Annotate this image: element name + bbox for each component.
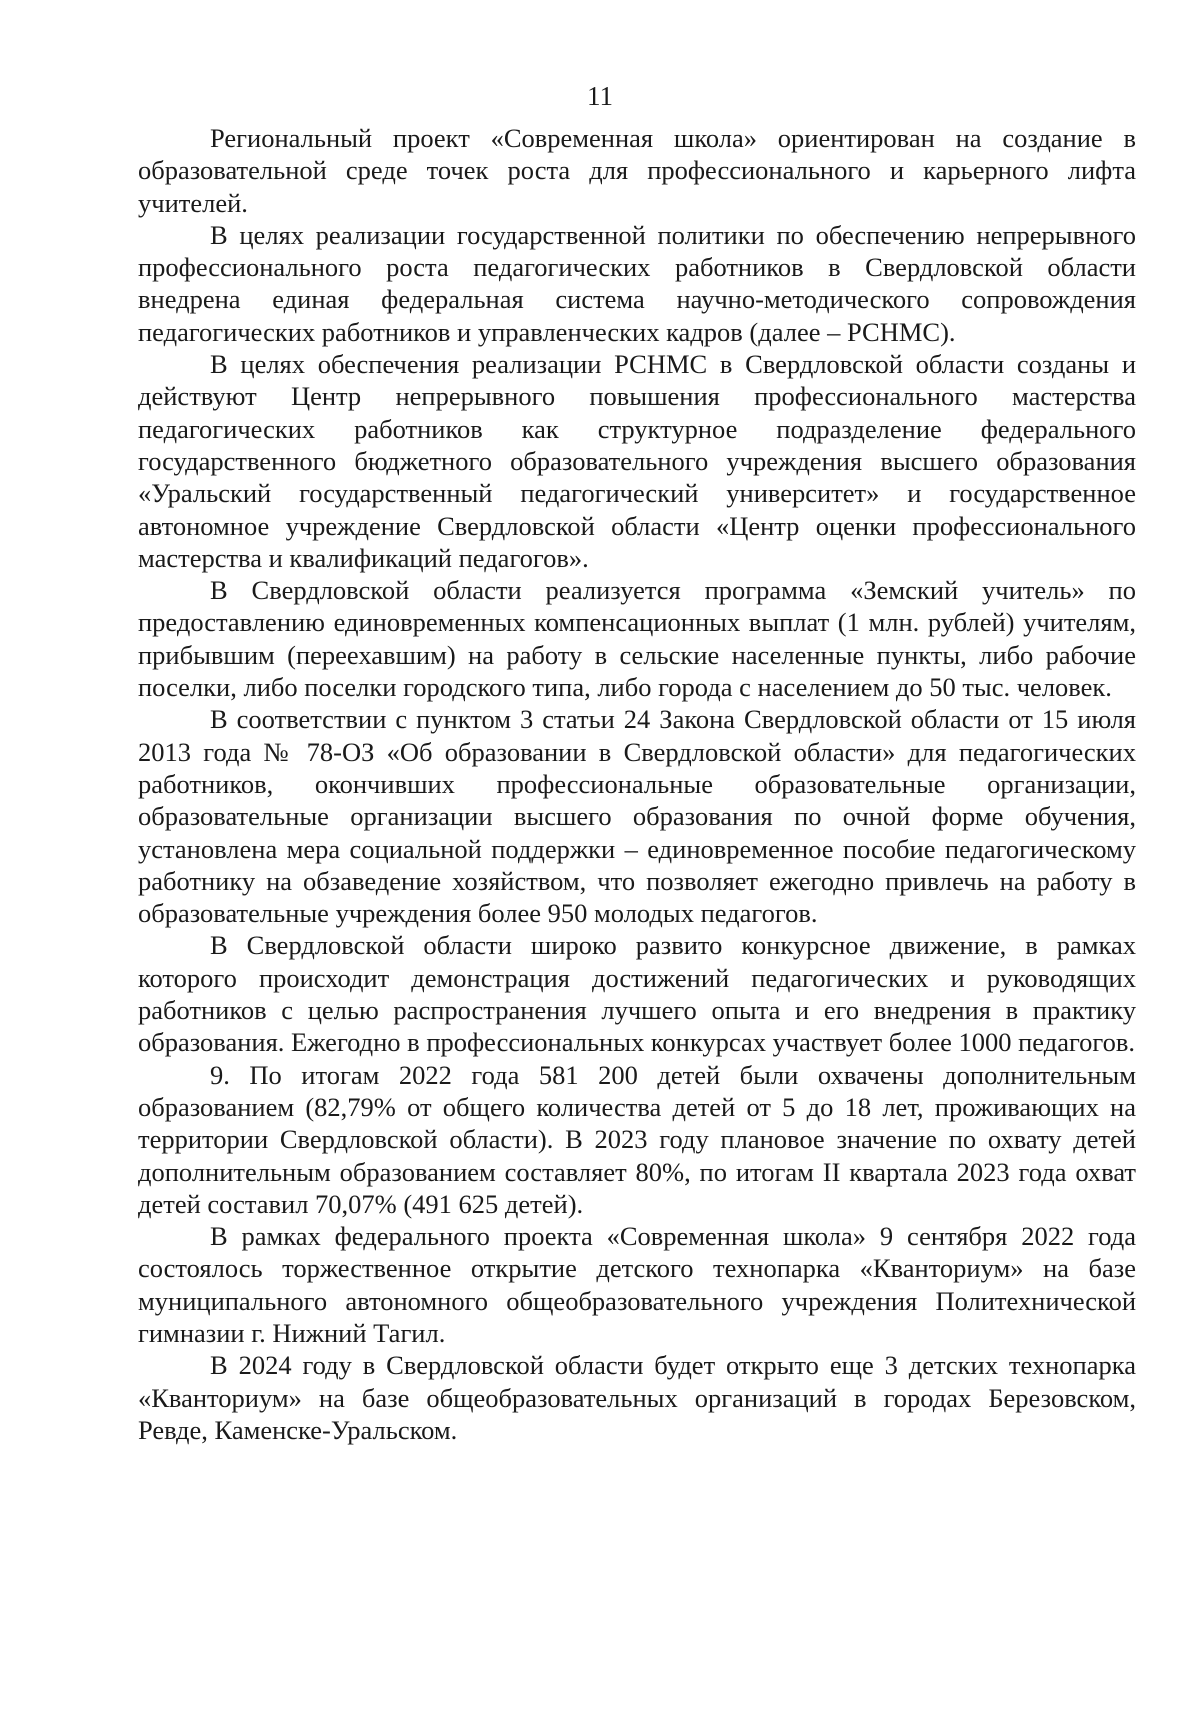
paragraph-kvantorium-2024: В 2024 году в Свердловской области будет открыто еще 3 детских технопарка «Кванториум» на базе общеобразовательных организаций в городах Березовском, Ревде, Каменске-Уральском. (138, 1350, 1136, 1445)
paragraph-item-9-additional-education: 9. По итогам 2022 года 581 200 детей были охвачены дополнительным образованием (82,79% от общего количества детей от 5 до 18 лет, проживающих на территории Свердловской области). В 2023 году плановое значение по охвату детей дополнительным образованием составляет 80%, по итогам II квартала 2023 года охват детей составил 70,07% (491 625 детей). (138, 1059, 1136, 1219)
page-number: 11 (587, 81, 613, 111)
paragraph-competitions: В Свердловской области широко развито конкурсное движение, в рамках которого происходит демонстрация достижений педагогических и руководящих работников с целью распространения лучшего опыта и его внедрения в практику образования. Ежегодно в профессиональных конкурсах участвует более 1000 педагогов. (138, 930, 1136, 1058)
paragraph-zemsky-teacher: В Свердловской области реализуется программа «Земский учитель» по предоставлению единовременных компенсационных выплат (1 млн. рублей) учителям, прибывшим (переехавшим) на работу в сельские населенные пункты, либо рабочие поселки, либо поселки городского типа, либо города с населением до 50 тыс. человек. (138, 575, 1136, 703)
paragraph-kvantorium-opening: В рамках федерального проекта «Современная школа» 9 сентября 2022 года состоялось торжественное открытие детского технопарка «Кванториум» на базе муниципального автономного общеобразовательного учреждения Политехнической гимназии г. Нижний Тагил. (138, 1221, 1136, 1348)
paragraph-rsnms-centers: В целях обеспечения реализации РСНМС в Свердловской области созданы и действуют Центр непрерывного повышения профессионального мастерства педагогических работников как структурное подразделение федерального государственного бюджетного образовательного учреждения высшего образования «Уральский государственный педагогический университет» и государственное автономное учреждение Свердловской области «Центр оценки профессионального мастерства и квалификаций педагогов». (138, 349, 1136, 573)
paragraph-rsnms-system: В целях реализации государственной политики по обеспечению непрерывного профессионального роста педагогических работников в Свердловской области внедрена единая федеральная система научно-методического сопровождения педагогических работников и управленческих кадров (далее – РСНМС). (138, 219, 1136, 347)
paragraph-modern-school-project: Региональный проект «Современная школа» ориентирован на создание в образовательной среде точек роста для профессионального и карьерного лифта учителей. (138, 123, 1136, 218)
paragraph-social-support: В соответствии с пунктом 3 статьи 24 Закона Свердловской области от 15 июля 2013 года № 78-ОЗ «Об образовании в Свердловской области» для педагогических работников, окончивших профессиональные образовательные организации, образовательные организации высшего образования по очной форме обучения, установлена мера социальной поддержки – единовременное пособие педагогическому работнику на обзаведение хозяйством, что позволяет ежегодно привлечь на работу в образовательные учреждения более 950 молодых педагогов. (138, 704, 1136, 929)
document-body (138, 122, 1136, 1446)
